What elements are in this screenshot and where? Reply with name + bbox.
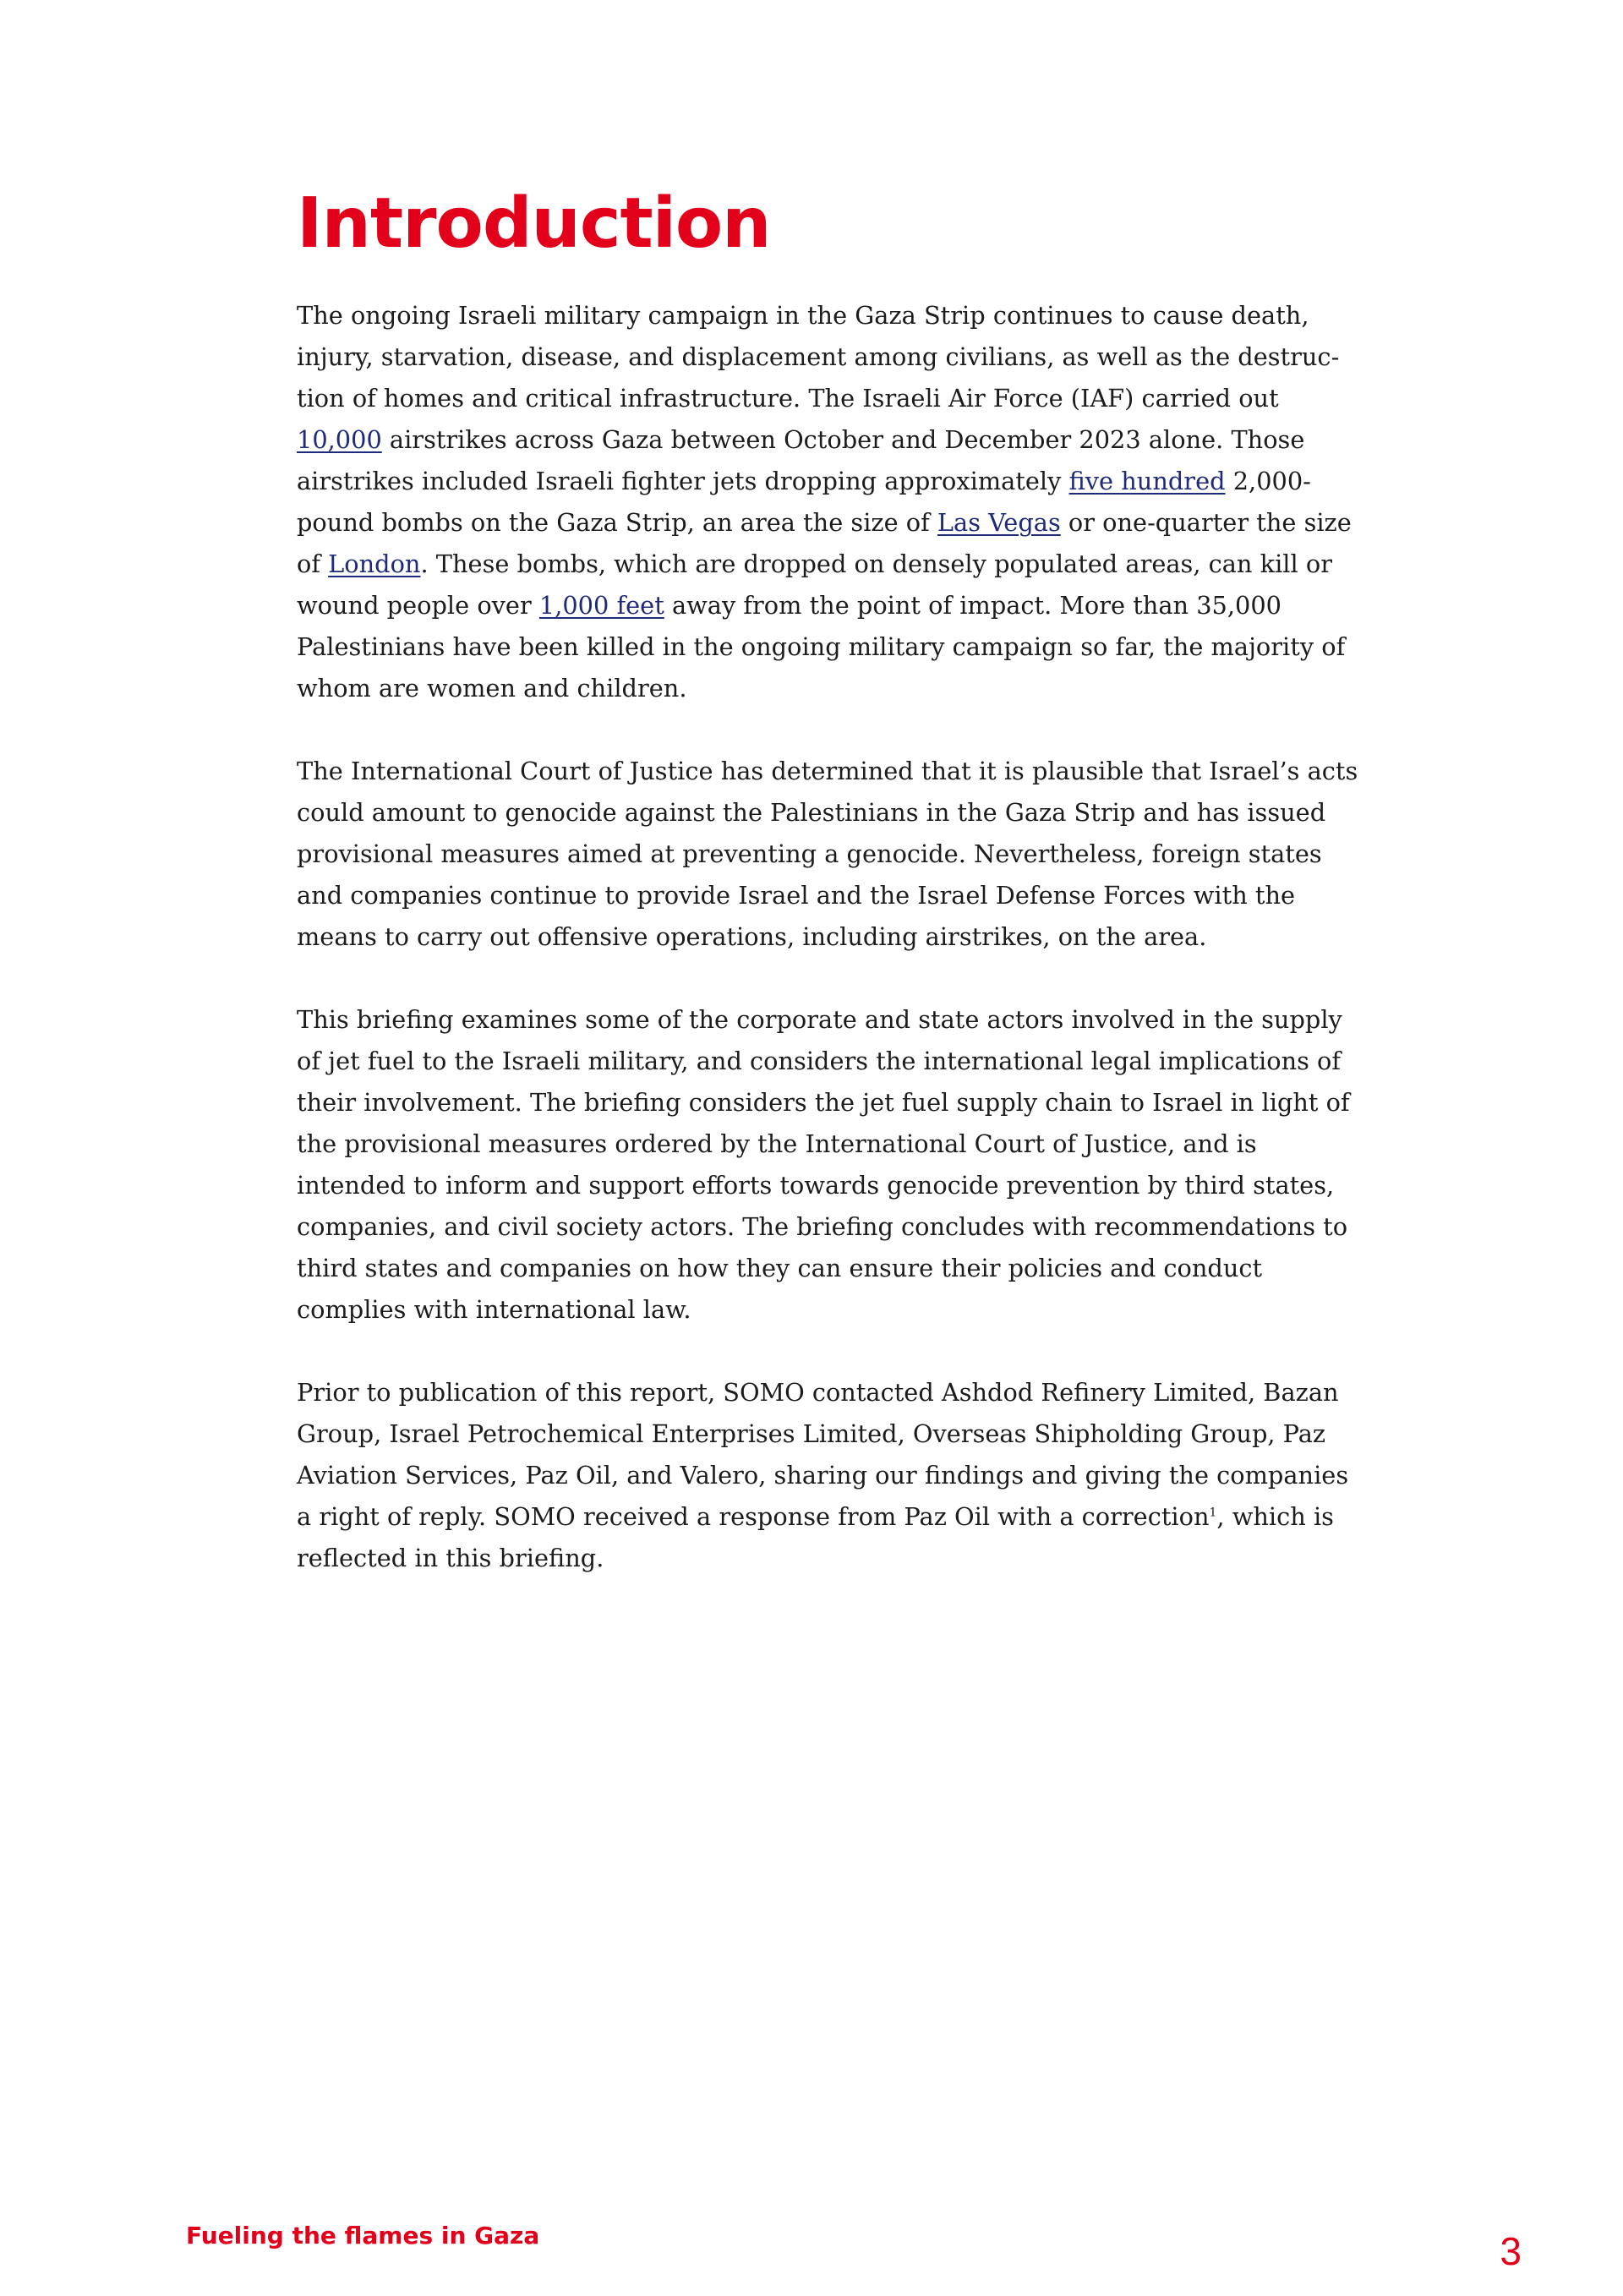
paragraph-1-text: 2,000-pound bombs on the Gaza Strip, an area the size of bbox=[297, 467, 1311, 537]
paragraph-2: The International Court of Justice has determined that it is plausible that Israel’s acts could amount to genocide against the Palestinians in the Gaza Strip and has issued provisional measures aimed at preventing a genocide. Nevertheless, foreign states and companies continue to provide Israel and the Israel Defense Forces with the means to carry out offensive operations, including airstrikes, on the area. bbox=[297, 757, 1358, 951]
paragraph-1-text: The ongoing Israeli military campaign in the Gaza Strip continues to cause death, injury, starvation, disease, and displacement among civilians, as well as the destruction of homes and critical infrastructure. The Israeli Air Force (IAF) carried out bbox=[297, 301, 1340, 413]
body-text bbox=[297, 295, 1370, 1579]
footnote-reference[interactable]: 1 bbox=[1209, 1506, 1217, 1520]
paragraph-1-text: . These bombs, which are dropped on densely populated areas, can kill or wound people over bbox=[297, 549, 1332, 620]
link-10000[interactable]: 10,000 bbox=[297, 425, 382, 454]
page-number: 3 bbox=[1500, 2229, 1522, 2273]
paragraph-3: This briefing examines some of the corporate and state actors involved in the supply of jet fuel to the Israeli military, and considers the international legal implications of their involvement. The briefing considers the jet fuel supply chain to Israel in light of the provisional measures ordered by the International Court of Justice, and is intended to inform and support efforts towards genocide prevention by third states, companies, and civil society actors. The briefing concludes with recommendations to third states and companies on how they can ensure their policies and conduct complies with international law. bbox=[297, 1005, 1350, 1324]
link-1000-feet[interactable]: 1,000 feet bbox=[538, 591, 664, 620]
paragraph-1-text: away from the point of impact. More than 35,000 Palestinians have been killed in the ongoing military campaign so far, the majority of whom are women and children. bbox=[297, 591, 1346, 702]
footer-report-title: Fueling the flames in Gaza bbox=[186, 2222, 540, 2250]
link-las-vegas[interactable]: Las Vegas bbox=[937, 508, 1061, 537]
page-title: Introduction bbox=[297, 183, 771, 264]
paragraph-4 bbox=[297, 1372, 1370, 1579]
link-five-hundred[interactable]: five hundred bbox=[1068, 467, 1226, 495]
main-content bbox=[297, 182, 1370, 1579]
paragraph-1-text: airstrikes across Gaza between October and December 2023 alone. Those airstrikes included Israeli fighter jets dropping approximately bbox=[297, 425, 1305, 495]
paragraph-1 bbox=[297, 295, 1370, 709]
paragraph-4-text: Prior to publication of this report, SOMO contacted Ashdod Refinery Limited, Bazan Group, Israel Petrochemical Enterprises Limited, Overseas Shipholding Group, Paz Aviation Services, Paz Oil, and Valero, sharing our findings and giving the companies a right of reply. SOMO received a response from Paz Oil with a correction bbox=[297, 1378, 1349, 1531]
link-london[interactable]: London bbox=[328, 549, 421, 578]
paragraph-1-text: or one-quarter the size of bbox=[297, 508, 1352, 578]
paragraph-4-text: , which is reflected in this briefing. bbox=[297, 1502, 1334, 1572]
